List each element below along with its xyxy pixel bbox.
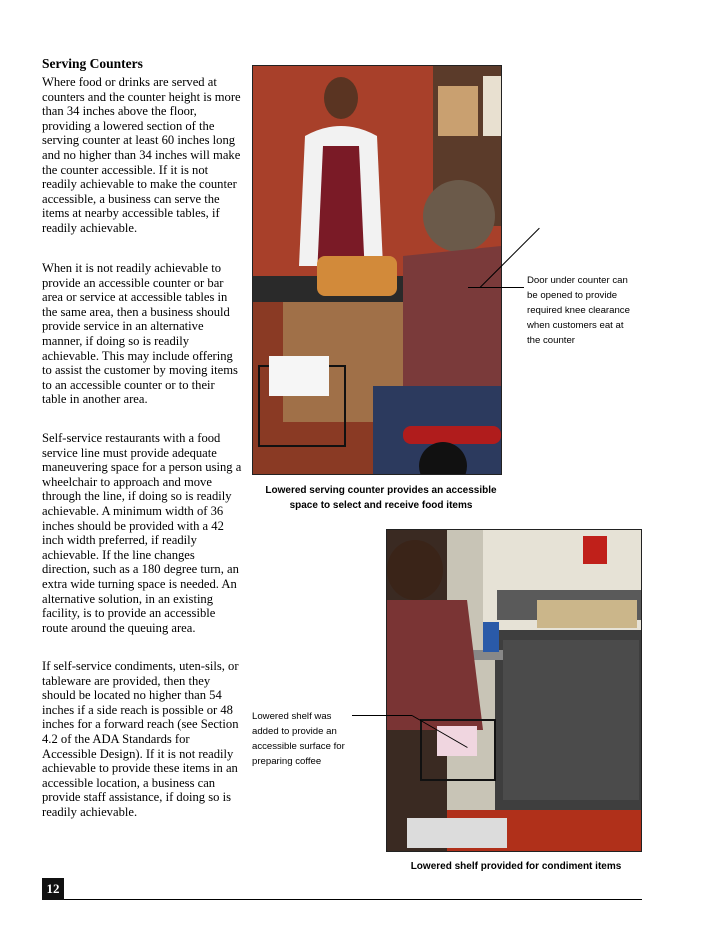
door-callout: Door under counter can be opened to provide required knee clearance when customers eat at the counter	[527, 275, 630, 346]
paragraph-1: Where food or drinks are served at counters and the counter height is more than 34 inches above the floor, providing a lowered section of the serving counter at least 60 inches long and no higher than 34 inches will make the counter accessible. If it is not readily achievable to make the counter accessible, a business can serve the items at nearby accessible tables, if readily achievable.	[42, 75, 241, 235]
paragraph-3: Self-service restaurants with a food service line must provide adequate maneuvering space for a person using a wheelchair to approach and move through the line, if doing so is readily achievable. A minimum width of 36 inches should be provided with a 42 inch width preferred, if readily achievable. If the line changes direction, such as a 180 degree turn, an extra wide turning space is needed. An alternative solution, in an existing facility, is to provide an accessible route around the queuing area.	[42, 431, 242, 635]
serving-counter-photo	[252, 65, 502, 475]
page-number: 12	[42, 878, 64, 900]
section-heading: Serving Counters	[42, 56, 143, 71]
callout-leader-2	[352, 715, 412, 716]
callout-leader-1	[468, 287, 524, 288]
paragraph-4: If self-service condiments, uten-sils, or tableware are provided, then they should be located no higher than 54 inches if a side reach is possible or 48 inches for a forward reach (see Section 4.2 of the ADA Standards for Accessible Design). If it is not readily achievable to provide these items in an accessible location, a business can provide staff assistance, if doing so is readily achievable.	[42, 659, 239, 819]
serving-counter-caption: Lowered serving counter provides an accessible space to select and receive food items	[265, 485, 497, 511]
condiment-shelf-caption: Lowered shelf provided for condiment items	[410, 861, 622, 872]
paragraph-2: When it is not readily achievable to provide an accessible counter or bar area or service at accessible tables in the same area, then a business should provide service in an alternative manner, if doing so is readily achievable. This may include offering to assist the customer by moving items to an accessible counter or to their table in another area.	[42, 261, 238, 407]
shelf-callout: Lowered shelf was added to provide an accessible surface for preparing coffee	[252, 711, 345, 767]
condiment-shelf-photo	[386, 529, 642, 852]
footer-rule	[64, 899, 642, 900]
